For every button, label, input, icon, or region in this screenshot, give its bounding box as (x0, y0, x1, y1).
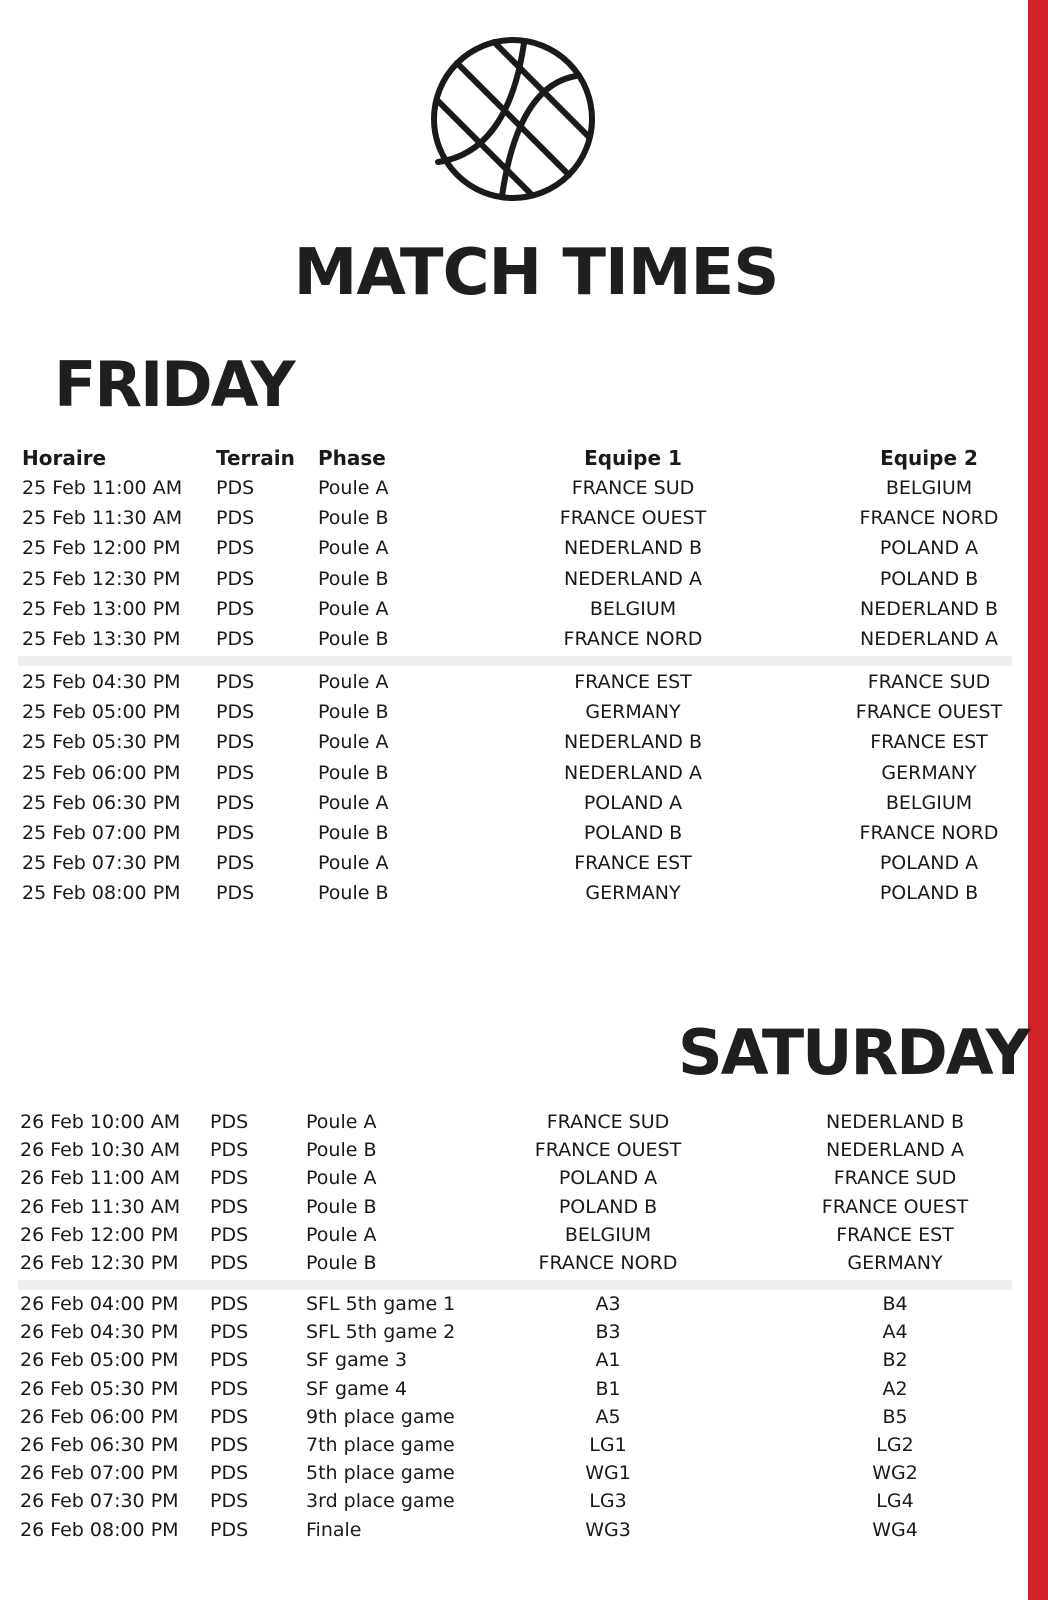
header-terrain: Terrain (216, 446, 295, 470)
team-1-cell: FRANCE OUEST (534, 1139, 682, 1162)
time-cell: 26 Feb 12:00 PM (20, 1223, 179, 1246)
phase-cell: Poule B (318, 701, 389, 724)
header-phase: Phase (318, 446, 386, 470)
time-cell: 25 Feb 06:00 PM (22, 761, 181, 784)
terrain-cell: PDS (216, 731, 255, 754)
phase-cell: Poule B (318, 567, 389, 590)
team-2-cell: B5 (882, 1405, 908, 1428)
page-title: MATCH TIMES (293, 236, 779, 310)
terrain-cell: PDS (210, 1405, 249, 1428)
time-cell: 25 Feb 12:30 PM (22, 567, 181, 590)
time-cell: 25 Feb 06:30 PM (22, 791, 181, 814)
terrain-cell: PDS (210, 1434, 249, 1456)
time-cell: 25 Feb 12:00 PM (22, 537, 181, 560)
time-cell: 25 Feb 11:00 AM (22, 477, 183, 499)
time-cell: 26 Feb 10:30 AM (20, 1139, 181, 1162)
phase-cell: Finale (306, 1518, 362, 1541)
terrain-cell: PDS (210, 1321, 249, 1344)
basketball-icon (430, 36, 596, 202)
team-2-cell: FRANCE EST (870, 731, 988, 754)
team-2-cell: NEDERLAND A (826, 1139, 964, 1162)
terrain-cell: PDS (216, 537, 255, 560)
team-2-cell: BELGIUM (885, 791, 973, 814)
terrain-cell: PDS (216, 477, 255, 499)
phase-cell: Poule A (306, 1167, 377, 1190)
terrain-cell: PDS (210, 1462, 249, 1485)
team-2-cell: NEDERLAND B (860, 597, 998, 620)
time-cell: 26 Feb 11:30 AM (20, 1195, 181, 1218)
team-1-cell: FRANCE EST (574, 671, 692, 693)
team-2-cell: FRANCE SUD (833, 1167, 957, 1190)
team-2-cell: A4 (882, 1321, 908, 1344)
team-2-cell: FRANCE NORD (859, 507, 999, 530)
team-1-cell: B3 (595, 1321, 621, 1344)
phase-cell: Poule B (318, 507, 389, 530)
time-cell: 26 Feb 08:00 PM (20, 1518, 179, 1541)
phase-cell: 9th place game (306, 1405, 455, 1428)
phase-cell: Poule B (318, 882, 389, 905)
team-1-cell: NEDERLAND B (564, 537, 702, 560)
header-horaire: Horaire (22, 446, 107, 470)
team-1-cell: WG1 (585, 1462, 631, 1485)
terrain-cell: PDS (216, 882, 255, 905)
terrain-cell: PDS (216, 567, 255, 590)
team-2-cell: LG2 (876, 1434, 914, 1456)
time-cell: 25 Feb 11:30 AM (22, 507, 183, 530)
team-2-cell: FRANCE OUEST (855, 701, 1003, 724)
team-2-cell: POLAND B (879, 567, 979, 590)
header-equipe-2: Equipe 2 (880, 446, 978, 470)
team-2-cell: B2 (882, 1349, 908, 1372)
team-1-cell: A1 (595, 1349, 621, 1372)
time-cell: 26 Feb 04:00 PM (20, 1293, 179, 1315)
phase-cell: Poule B (306, 1195, 377, 1218)
team-1-cell: POLAND B (558, 1195, 658, 1218)
phase-cell: SF game 3 (306, 1349, 408, 1372)
team-2-cell: WG2 (872, 1462, 918, 1485)
team-1-cell: FRANCE NORD (563, 628, 703, 650)
terrain-cell: PDS (216, 701, 255, 724)
team-1-cell: FRANCE NORD (538, 1252, 678, 1274)
team-2-cell: WG4 (872, 1518, 918, 1541)
time-cell: 25 Feb 05:30 PM (22, 731, 181, 754)
team-1-cell: FRANCE EST (574, 852, 692, 875)
team-2-cell: GERMANY (881, 761, 977, 784)
team-1-cell: LG1 (589, 1434, 627, 1456)
team-2-cell: LG4 (876, 1490, 914, 1513)
team-1-cell: FRANCE SUD (571, 477, 695, 499)
phase-cell: Poule A (318, 477, 389, 499)
phase-cell: Poule A (306, 1111, 377, 1133)
team-1-cell: NEDERLAND A (564, 567, 702, 590)
team-1-cell: NEDERLAND A (564, 761, 702, 784)
team-1-cell: POLAND B (583, 822, 683, 844)
phase-cell: Poule B (306, 1252, 377, 1274)
header-equipe-1: Equipe 1 (584, 446, 682, 470)
team-2-cell: POLAND A (879, 852, 979, 875)
team-1-cell: GERMANY (585, 701, 681, 724)
phase-cell: Poule A (306, 1223, 377, 1246)
team-2-cell: GERMANY (847, 1252, 943, 1274)
terrain-cell: PDS (210, 1111, 249, 1133)
team-1-cell: BELGIUM (589, 597, 677, 620)
time-cell: 26 Feb 11:00 AM (20, 1167, 181, 1190)
time-cell: 25 Feb 13:00 PM (22, 597, 181, 620)
team-1-cell: FRANCE SUD (546, 1111, 670, 1133)
time-cell: 25 Feb 07:30 PM (22, 852, 181, 875)
time-cell: 26 Feb 07:30 PM (20, 1490, 179, 1513)
team-2-cell: NEDERLAND B (826, 1111, 964, 1133)
terrain-cell: PDS (216, 852, 255, 875)
phase-cell: Poule A (318, 671, 389, 693)
team-2-cell: FRANCE SUD (867, 671, 991, 693)
terrain-cell: PDS (216, 507, 255, 530)
team-1-cell: POLAND A (583, 791, 683, 814)
team-2-cell: POLAND A (879, 537, 979, 560)
saturday-heading: SATURDAY (678, 1016, 1029, 1089)
time-cell: 26 Feb 07:00 PM (20, 1462, 179, 1485)
terrain-cell: PDS (216, 791, 255, 814)
terrain-cell: PDS (210, 1377, 249, 1400)
team-2-cell: A2 (882, 1377, 908, 1400)
team-1-cell: GERMANY (585, 882, 681, 905)
team-1-cell: A3 (595, 1293, 621, 1315)
terrain-cell: PDS (210, 1490, 249, 1513)
phase-cell: 7th place game (306, 1434, 455, 1456)
phase-cell: SF game 4 (306, 1377, 408, 1400)
phase-cell: Poule A (318, 731, 389, 754)
team-2-cell: NEDERLAND A (860, 628, 998, 650)
terrain-cell: PDS (216, 822, 255, 844)
terrain-cell: PDS (210, 1223, 249, 1246)
time-cell: 25 Feb 08:00 PM (22, 882, 181, 905)
phase-cell: Poule B (306, 1139, 377, 1162)
team-1-cell: A5 (595, 1405, 621, 1428)
friday-separator (18, 656, 1012, 666)
terrain-cell: PDS (210, 1293, 249, 1315)
terrain-cell: PDS (216, 761, 255, 784)
time-cell: 26 Feb 06:30 PM (20, 1434, 179, 1456)
time-cell: 26 Feb 05:30 PM (20, 1377, 179, 1400)
phase-cell: SFL 5th game 2 (306, 1321, 456, 1344)
time-cell: 26 Feb 05:00 PM (20, 1349, 179, 1372)
team-1-cell: FRANCE OUEST (559, 507, 707, 530)
team-1-cell: POLAND A (558, 1167, 658, 1190)
terrain-cell: PDS (216, 628, 255, 650)
time-cell: 26 Feb 04:30 PM (20, 1321, 179, 1344)
phase-cell: Poule B (318, 761, 389, 784)
phase-cell: Poule B (318, 628, 389, 650)
time-cell: 25 Feb 07:00 PM (22, 822, 181, 844)
terrain-cell: PDS (210, 1349, 249, 1372)
team-1-cell: WG3 (585, 1518, 631, 1541)
team-1-cell: LG3 (589, 1490, 627, 1513)
time-cell: 26 Feb 12:30 PM (20, 1252, 179, 1274)
terrain-cell: PDS (216, 597, 255, 620)
team-2-cell: FRANCE EST (836, 1223, 954, 1246)
phase-cell: Poule B (318, 822, 389, 844)
terrain-cell: PDS (210, 1252, 249, 1274)
terrain-cell: PDS (216, 671, 255, 693)
phase-cell: Poule A (318, 537, 389, 560)
team-1-cell: NEDERLAND B (564, 731, 702, 754)
phase-cell: Poule A (318, 597, 389, 620)
time-cell: 26 Feb 06:00 PM (20, 1405, 179, 1428)
phase-cell: SFL 5th game 1 (306, 1293, 456, 1315)
saturday-separator (18, 1280, 1012, 1290)
team-2-cell: BELGIUM (885, 477, 973, 499)
terrain-cell: PDS (210, 1195, 249, 1218)
friday-heading: FRIDAY (54, 348, 294, 421)
phase-cell: 3rd place game (306, 1490, 455, 1513)
time-cell: 25 Feb 04:30 PM (22, 671, 181, 693)
phase-cell: Poule A (318, 852, 389, 875)
time-cell: 25 Feb 13:30 PM (22, 628, 181, 650)
terrain-cell: PDS (210, 1167, 249, 1190)
phase-cell: Poule A (318, 791, 389, 814)
team-1-cell: B1 (595, 1377, 621, 1400)
team-2-cell: FRANCE OUEST (821, 1195, 969, 1218)
team-2-cell: B4 (882, 1293, 908, 1315)
terrain-cell: PDS (210, 1518, 249, 1541)
team-1-cell: BELGIUM (564, 1223, 652, 1246)
phase-cell: 5th place game (306, 1462, 455, 1485)
team-2-cell: FRANCE NORD (859, 822, 999, 844)
time-cell: 26 Feb 10:00 AM (20, 1111, 181, 1133)
time-cell: 25 Feb 05:00 PM (22, 701, 181, 724)
team-2-cell: POLAND B (879, 882, 979, 905)
terrain-cell: PDS (210, 1139, 249, 1162)
